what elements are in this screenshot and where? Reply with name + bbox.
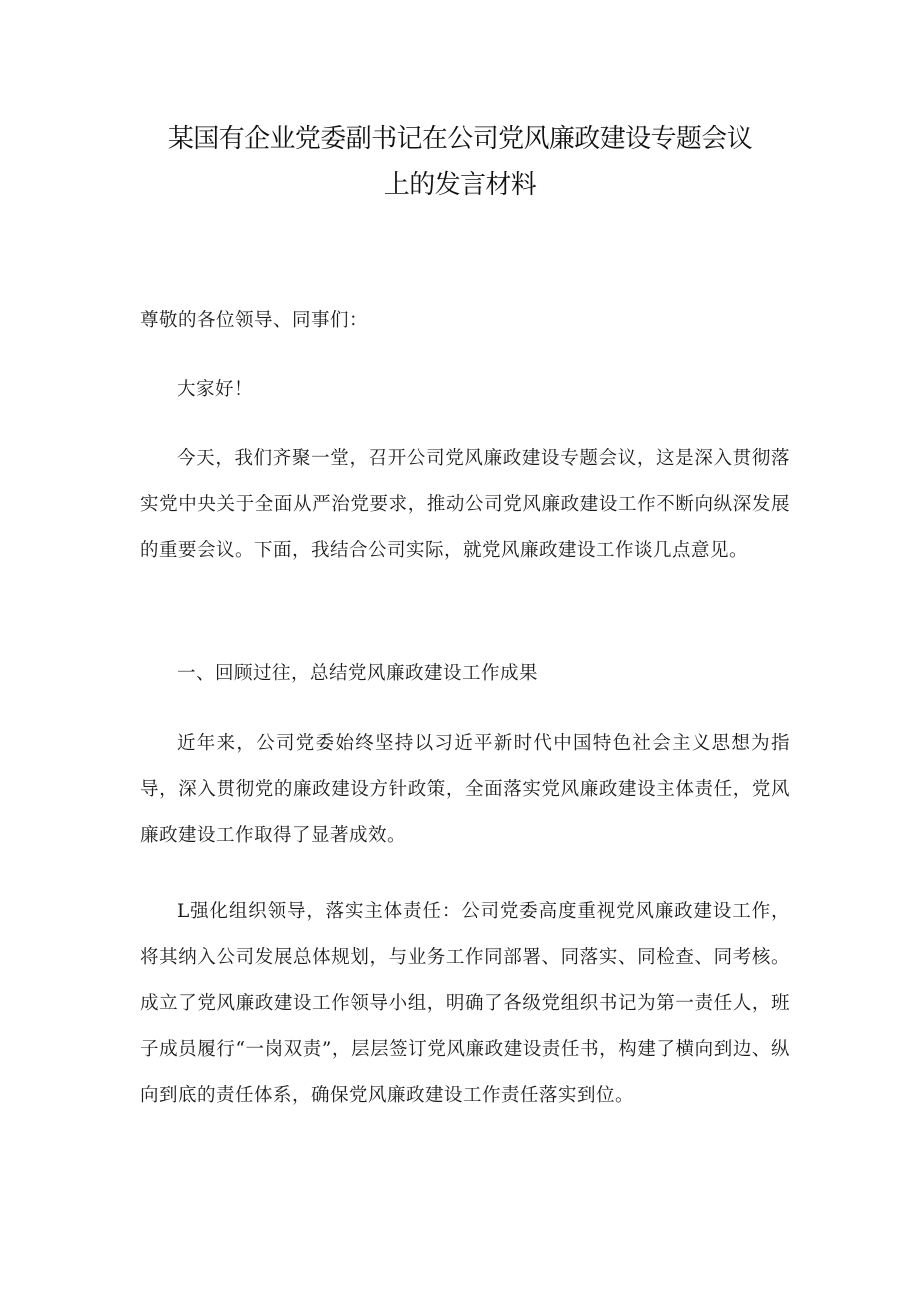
greeting: 大家好！ [177,379,254,400]
paragraph-leadership: L强化组织领导，落实主体责任：公司党委高度重视党风廉政建设工作，将其纳入公司发展总体规划，与业务工作同部署、同落实、同检查、同考核。成立了党风廉政建设工作领导小组，明确了各级党组织书记为第一责任人，班子成员履行“一岗双责”，层层签订党风廉政建设责任书，构建了横向到边、纵向到底的责任体系，确保党风廉政建设工作责任落实到位。 [140,901,790,1106]
paragraph-review: 近年来，公司党委始终坚持以习近平新时代中国特色社会主义思想为指导，深入贯彻党的廉政建设方针政策，全面落实党风廉政建设主体责任，党风廉政建设工作取得了显著成效。 [140,733,790,846]
document-title-line-1: 某国有企业党委副书记在公司党风廉政建设专题会议 [167,124,753,154]
document-title-line-2: 上的发言材料 [383,170,537,200]
section-heading-1: 一、回顾过往，总结党风廉政建设工作成果 [177,663,539,684]
salutation: 尊敬的各位领导、同事们： [140,310,369,331]
paragraph-intro: 今天，我们齐聚一堂，召开公司党风廉政建设专题会议，这是深入贯彻落实党中央关于全面从严治党要求，推动公司党风廉政建设工作不断向纵深发展的重要会议。下面，我结合公司实际，就党风廉政建设工作谈几点意见。 [140,448,790,561]
